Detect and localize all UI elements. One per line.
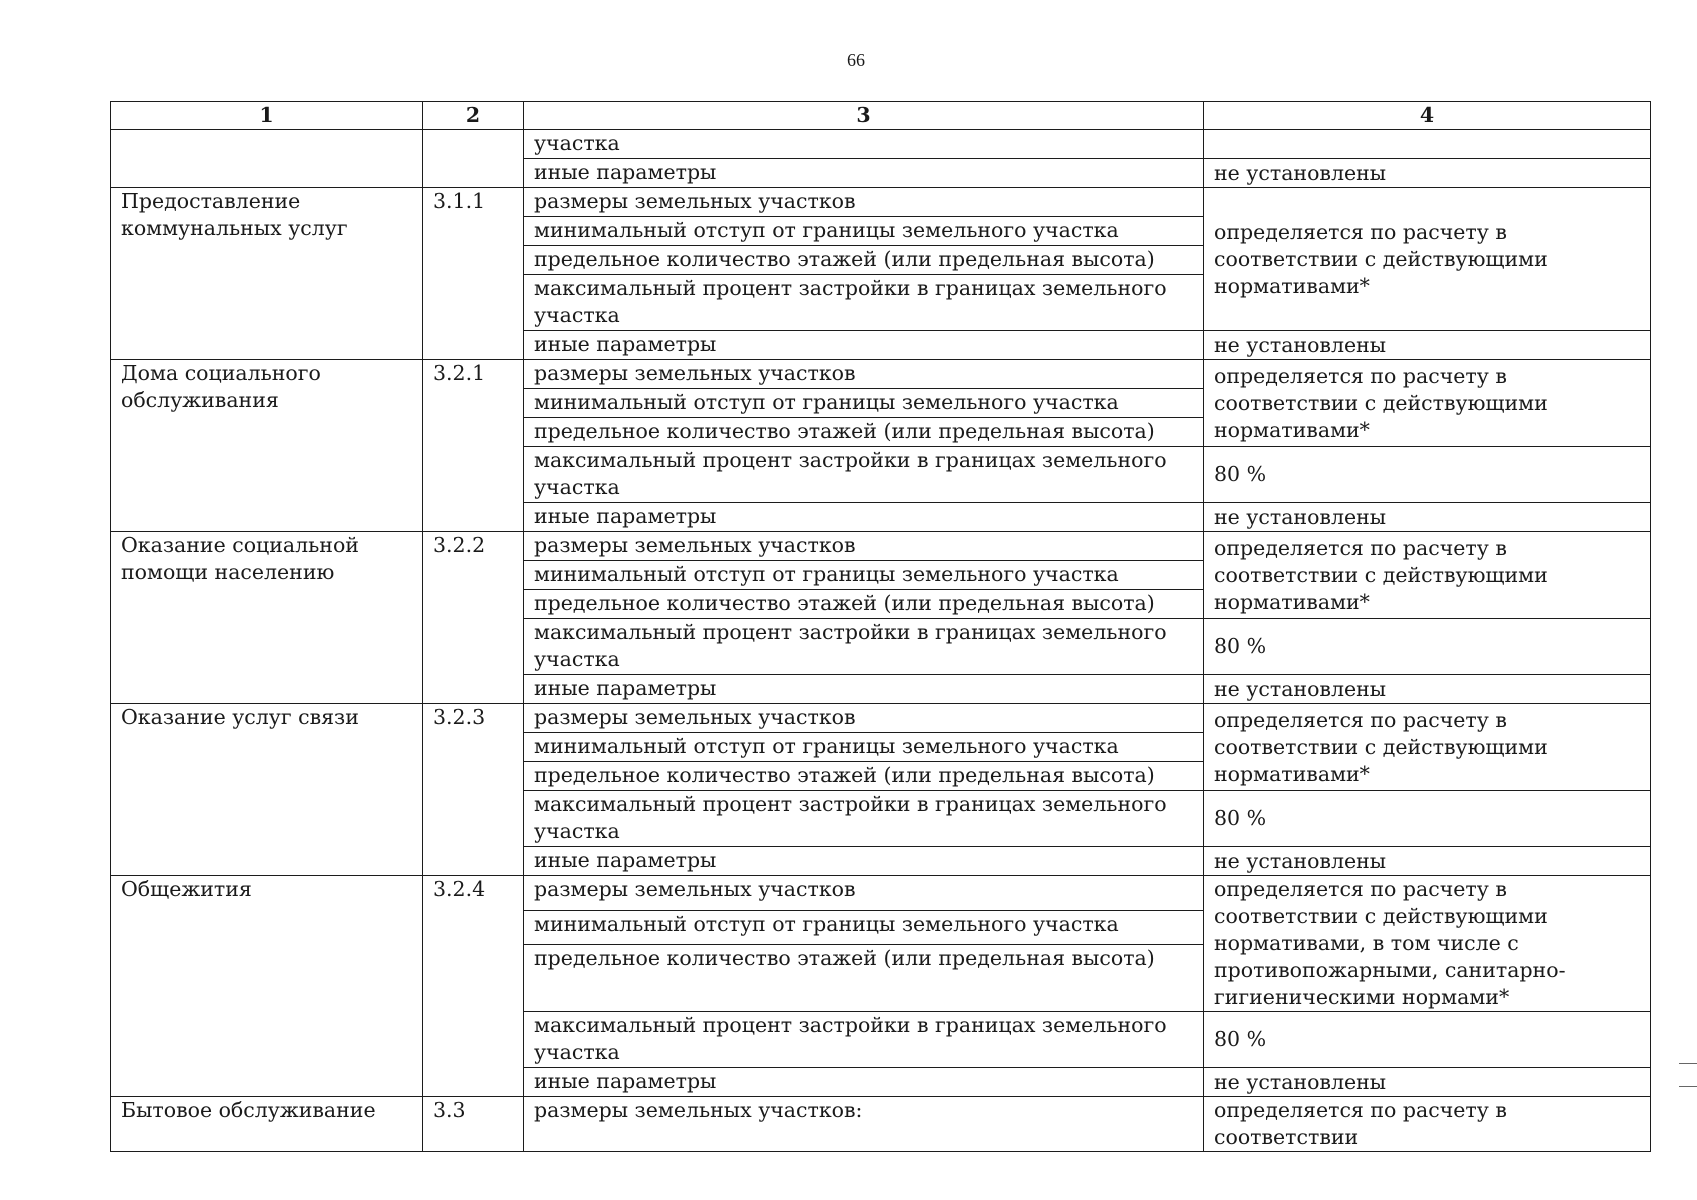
param-cell: иные параметры xyxy=(524,331,1204,360)
code-cell: 3.2.3 xyxy=(423,704,524,876)
param-cell: предельное количество этажей (или предельная высота) xyxy=(524,246,1204,275)
param-cell: предельное количество этажей (или предельная высота) xyxy=(524,590,1204,619)
col-header-3: 3 xyxy=(524,102,1204,130)
value-cell: не установлены xyxy=(1204,503,1651,532)
code-cell: 3.2.1 xyxy=(423,360,524,532)
param-cell: минимальный отступ от границы земельного участка xyxy=(524,561,1204,590)
value-cell: определяется по расчету в соответствии с действующими нормативами* xyxy=(1204,704,1651,791)
table-row xyxy=(111,876,1651,911)
value-cell: не установлены xyxy=(1204,1068,1651,1097)
value-cell: определяется по расчету в соответствии с действующими нормативами* xyxy=(1204,360,1651,447)
value-cell: 80 % xyxy=(1204,619,1651,675)
table-row xyxy=(111,704,1651,733)
param-cell: предельное количество этажей (или предельная высота) xyxy=(524,762,1204,791)
table-row xyxy=(111,532,1651,561)
value-cell: определяется по расчету в соответствии с действующими нормативами* xyxy=(1204,532,1651,619)
param-cell: минимальный отступ от границы земельного участка xyxy=(524,217,1204,246)
header-row xyxy=(111,102,1651,130)
value-cell: определяется по расчету в соответствии xyxy=(1204,1097,1651,1152)
param-cell: иные параметры xyxy=(524,159,1204,188)
code-cell: 3.2.4 xyxy=(423,876,524,1097)
param-cell: максимальный процент застройки в границах земельного участка xyxy=(524,619,1204,675)
param-cell: размеры земельных участков xyxy=(524,188,1204,217)
table-row xyxy=(111,360,1651,389)
param-cell: иные параметры xyxy=(524,1068,1204,1097)
param-cell: размеры земельных участков xyxy=(524,532,1204,561)
value-cell: 80 % xyxy=(1204,447,1651,503)
value-cell: не установлены xyxy=(1204,675,1651,704)
page-number: 66 xyxy=(847,50,865,70)
value-cell: определяется по расчету в соответствии с действующими нормативами, в том числе с противопожарными, санитарно-гигиеническими нормами* xyxy=(1204,876,1651,1012)
code-cell xyxy=(423,130,524,188)
use-name-cell: Бытовое обслуживание xyxy=(111,1097,423,1152)
use-name-cell: Дома социального обслуживания xyxy=(111,360,423,532)
value-cell: не установлены xyxy=(1204,331,1651,360)
value-cell: определяется по расчету в соответствии с действующими нормативами* xyxy=(1204,188,1651,331)
param-cell: минимальный отступ от границы земельного участка xyxy=(524,910,1204,945)
param-cell: иные параметры xyxy=(524,503,1204,532)
regulations-table xyxy=(110,101,1651,1152)
param-cell: минимальный отступ от границы земельного участка xyxy=(524,733,1204,762)
param-cell: максимальный процент застройки в границах земельного участка xyxy=(524,1012,1204,1068)
table-row xyxy=(111,130,1651,159)
param-cell: максимальный процент застройки в границах земельного участка xyxy=(524,447,1204,503)
code-cell: 3.3 xyxy=(423,1097,524,1152)
col-header-1: 1 xyxy=(111,102,423,130)
code-cell: 3.2.2 xyxy=(423,532,524,704)
param-cell: размеры земельных участков xyxy=(524,704,1204,733)
value-cell: не установлены xyxy=(1204,159,1651,188)
param-cell: размеры земельных участков xyxy=(524,360,1204,389)
table-row xyxy=(111,188,1651,217)
use-name-cell: Общежития xyxy=(111,876,423,1097)
param-cell: предельное количество этажей (или предельная высота) xyxy=(524,418,1204,447)
use-name-cell: Предоставление коммунальных услуг xyxy=(111,188,423,360)
param-cell: предельное количество этажей (или предельная высота) xyxy=(524,945,1204,1012)
param-cell: размеры земельных участков: xyxy=(524,1097,1204,1152)
margin-marks xyxy=(1679,1063,1697,1087)
param-cell: максимальный процент застройки в границах земельного участка xyxy=(524,791,1204,847)
table-row xyxy=(111,1097,1651,1152)
col-header-2: 2 xyxy=(423,102,524,130)
value-cell xyxy=(1204,130,1651,159)
param-cell: иные параметры xyxy=(524,675,1204,704)
param-cell: иные параметры xyxy=(524,847,1204,876)
use-name-cell: Оказание социальной помощи населению xyxy=(111,532,423,704)
param-cell: участка xyxy=(524,130,1204,159)
col-header-4: 4 xyxy=(1204,102,1651,130)
value-cell: 80 % xyxy=(1204,1012,1651,1068)
param-cell: минимальный отступ от границы земельного участка xyxy=(524,389,1204,418)
use-name-cell xyxy=(111,130,423,188)
use-name-cell: Оказание услуг связи xyxy=(111,704,423,876)
value-cell: не установлены xyxy=(1204,847,1651,876)
code-cell: 3.1.1 xyxy=(423,188,524,360)
param-cell: максимальный процент застройки в границах земельного участка xyxy=(524,275,1204,331)
value-cell: 80 % xyxy=(1204,791,1651,847)
param-cell: размеры земельных участков xyxy=(524,876,1204,911)
